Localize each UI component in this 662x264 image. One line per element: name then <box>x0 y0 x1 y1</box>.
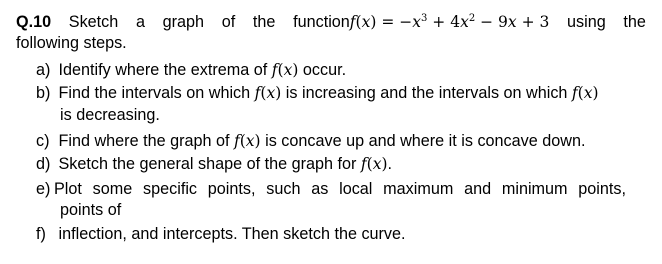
step-word: local <box>339 180 373 198</box>
intro-word: graph <box>162 13 205 31</box>
step-item-b-continuation: is decreasing. <box>60 106 160 124</box>
step-item-b <box>36 83 599 104</box>
step-text: occur. <box>302 61 347 79</box>
step-text: is concave up and where it is concave down. <box>265 132 586 150</box>
intro-word: of <box>221 13 236 31</box>
step-text: Find where the graph of <box>58 132 230 150</box>
step-item-a <box>36 60 346 81</box>
step-text: Identify where the extrema of <box>58 61 268 79</box>
step-word: specific <box>143 180 198 198</box>
question-header-line <box>16 12 646 33</box>
step-item-c <box>36 131 585 152</box>
step-text: is increasing and the intervals on which <box>285 84 568 102</box>
fx-expression: f(x) <box>254 84 282 102</box>
step-word: Plot <box>54 180 82 198</box>
fx-expression: f(x) <box>571 84 599 102</box>
step-item-e <box>36 179 626 200</box>
question-header-continuation: following steps. <box>16 34 127 52</box>
step-marker: d) <box>36 155 51 173</box>
step-item-d <box>36 154 392 175</box>
step-word: such <box>266 180 301 198</box>
fx-expression: f(x) <box>233 132 261 150</box>
intro-word: a <box>135 13 145 31</box>
step-word: minimum <box>501 180 568 198</box>
step-word: maximum <box>383 180 454 198</box>
intro-word: the <box>252 13 276 31</box>
step-item-e-continuation: points of <box>60 201 122 219</box>
step-word: as <box>311 180 329 198</box>
intro-word: Sketch <box>68 13 119 31</box>
step-word: points, <box>207 180 256 198</box>
step-marker: a) <box>36 61 51 79</box>
after-word: using <box>567 13 606 31</box>
function-expression: $f(x) = -x^3 + 4x^2 - 9x + 3$ <box>349 13 550 31</box>
step-word: points, <box>578 180 626 198</box>
intro-word: function <box>293 13 350 31</box>
step-text: Sketch the general shape of the graph for <box>58 155 357 173</box>
step-marker: e) <box>36 180 51 198</box>
after-word: the <box>623 13 646 31</box>
step-marker: f) <box>36 225 46 243</box>
fx-expression: f(x) <box>271 61 299 79</box>
step-word: and <box>464 180 492 198</box>
step-marker: c) <box>36 132 50 150</box>
question-number: Q.10 <box>16 13 52 31</box>
step-text: inflection, and intercepts. Then sketch the curve. <box>58 225 406 243</box>
fx-expression: f(x) <box>360 155 388 173</box>
step-item-f <box>36 224 406 245</box>
step-text: Find the intervals on which <box>58 84 251 102</box>
step-text: . <box>387 155 392 173</box>
step-marker: b) <box>36 84 51 102</box>
step-word: some <box>92 180 133 198</box>
